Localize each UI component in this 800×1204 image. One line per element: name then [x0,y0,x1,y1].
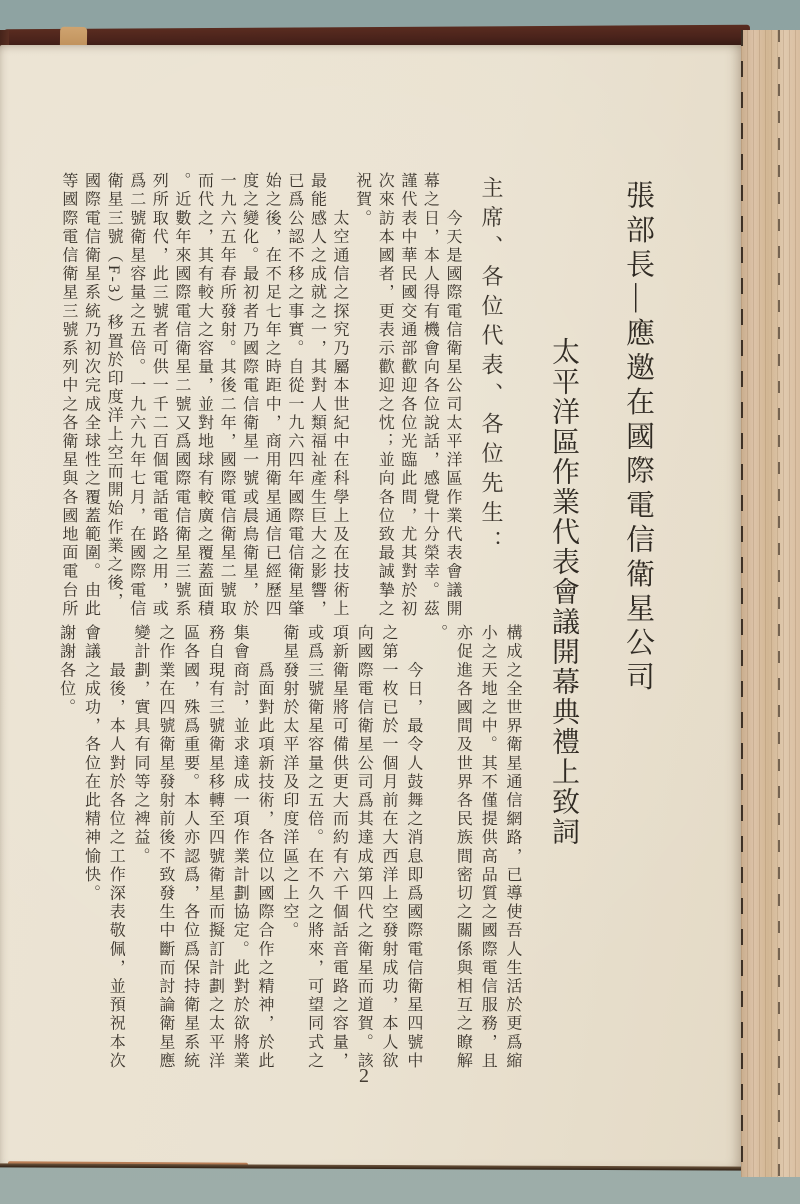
text-column: 度之變化。最初者乃國際電信衛星一號或晨鳥衛星，於 [240,172,258,619]
text-column: 今天是國際電信衛星公司太平洋區作業代表會議開 [444,172,461,619]
book-page [0,45,741,1167]
text-column: 衛星三號（F-3）移置於印度洋上空而開始作業之後， [105,172,123,612]
text-column: 今日，最令人鼓舞之消息即爲國際電信衛星四號中 [404,624,422,1071]
text-column: 謹代表中華民國交通部歡迎各位光臨此間，尤其對於初 [398,172,416,619]
text-column: 爲面對此項新技術，各位以國際合作之精神，於此 [256,624,274,1071]
text-column: 次來訪本國者，更表示歡迎之忱；並向各位致最誠摯之 [376,172,394,619]
book-gutter-page-stack [741,30,800,1177]
text-column: 等國際電信衛星三號系列中之各衛星與各國地面電台所 [59,172,77,619]
text-column: 構成之全世界衛星通信網路，已導使吾人生活於更爲縮 [504,624,521,1071]
text-column: 向國際電信衛星公司爲其達成第四代之衛星而道賀。該 [355,624,373,1071]
text-column: 謝謝各位。 [57,624,75,717]
text-column: 之第一枚已於一個月前在大西洋上空發射成功，本人欲 [380,624,398,1071]
text-band-bottom [52,624,524,1079]
text-column: 始之後，在不足七年之時距中，商用衛星通信已經歷四 [263,172,281,619]
text-column: 最能感人之成就之一，其對人類福祉產生巨大之影響， [308,172,326,619]
text-column: 列所取代，此三號者可供一千二百個電話電路之用，或 [150,172,168,619]
page-title-line1: 張部長—應邀在國際電信衛星公司 [622,180,654,696]
page-stack-stitch-line [741,30,743,1177]
text-column: 項新衛星將可備供更大而約有六千個話音電路之容量， [330,624,348,1071]
text-column: 祝賀。 [353,172,371,228]
text-column: 區各國，殊爲重要。本人亦認爲，各位爲保持衛星系統 [181,624,199,1071]
text-column: 衛星發射於太平洋及印度洋區之上空。 [280,624,298,941]
text-column: 最後，本人對於各位之工作深表敬佩，並預祝本次 [107,624,125,1071]
text-band-top [55,172,463,627]
text-column: 變計劃，實具有同等之裨益。 [132,624,150,866]
text-column: 之作業在四號衛星發射前後不致發生中斷而討論衛星應 [156,624,174,1071]
text-column: 一九六五年春所發射。其後二年，國際電信衛星二號取 [218,172,236,619]
text-column: 爲二號衛星容量之五倍。一九六九年七月，在國際電信 [127,172,145,619]
text-column: 務自現有三號衛星移轉至四號衛星而擬訂計劃之太平洋 [206,624,224,1071]
page-stack-stitch-line [778,30,780,1177]
text-column: 集會商討，並求達成一項作業計劃協定。此對於欲將業 [231,624,249,1071]
text-column: 。近數年來國際電信衛星二號又爲國際電信衛星三號系 [172,172,190,619]
text-column: 小之天地之中。其不僅提供高品質之國際電信服務，且 [479,624,497,1071]
salutation-line: 主席、各位代表、各位先生： [479,176,504,560]
text-column: 國際電信衛星系統乃初次完成全球性之覆蓋範圍。由此 [82,172,100,619]
page-title-line2: 太平洋區作業代表會議開幕典禮上致詞 [548,337,579,847]
text-column: 太空通信之探究乃屬本世紀中在科學上及在技術上 [331,172,349,619]
text-column: 會議之成功，各位在此精神愉快。 [82,624,100,903]
text-column: 。 [429,624,447,643]
text-column: 已爲公認不移之事實。自從一九六四年國際電信衛星肇 [285,172,303,619]
text-column: 亦促進各國間及世界各民族間密切之關係與相互之瞭解 [454,624,472,1071]
page-number: 2 [359,1065,369,1087]
text-column: 幕之日，本人得有機會向各位說話，感覺十分榮幸。茲 [421,172,439,619]
text-column: 而代之，其有較大之容量，並對地球有較廣之覆蓋面積 [195,172,213,619]
text-column: 或爲三號衛星容量之五倍。在不久之將來，可望同式之 [305,624,323,1071]
